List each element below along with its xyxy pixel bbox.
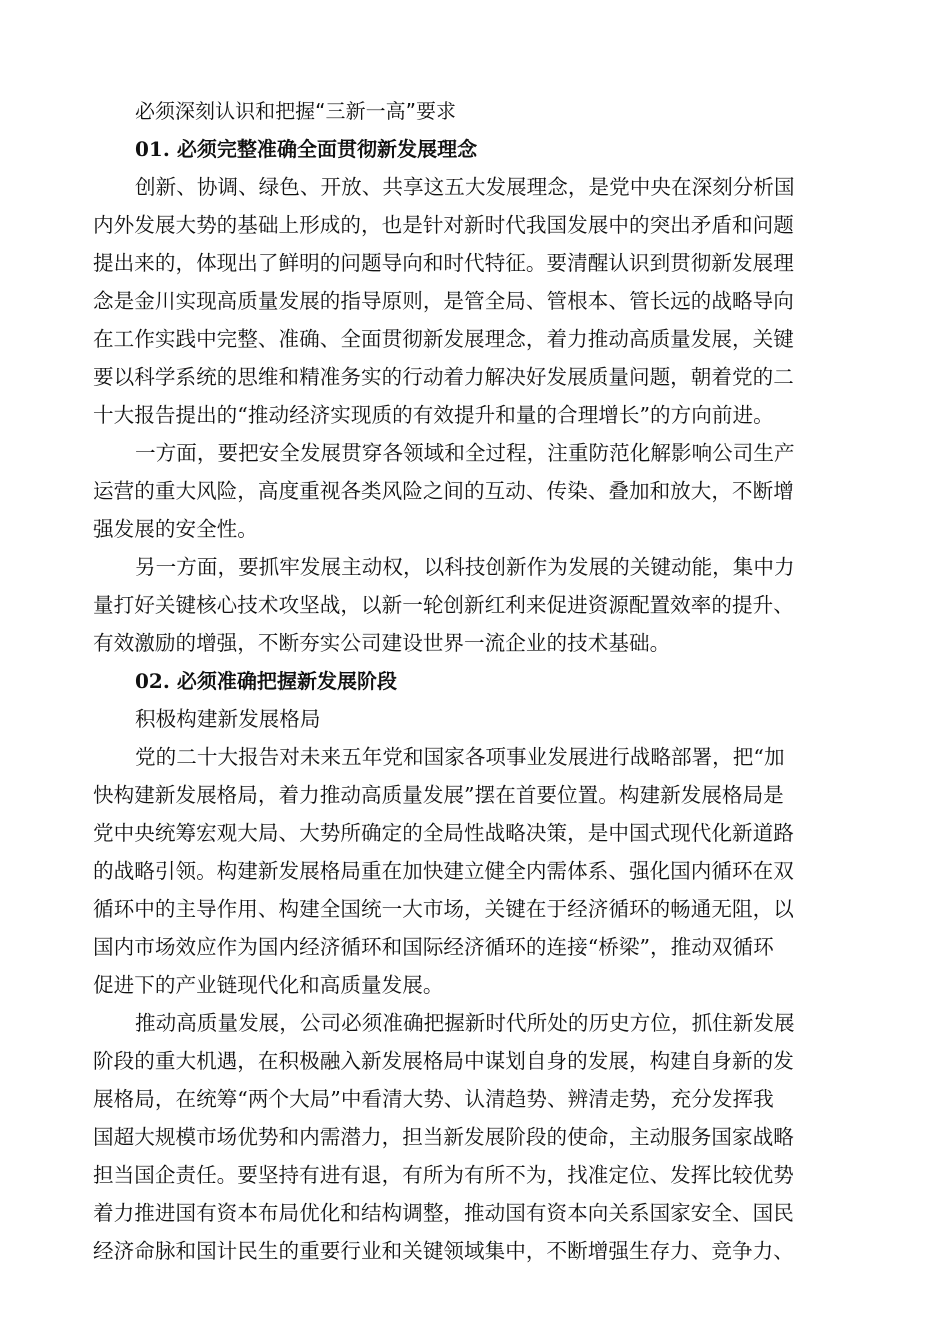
paragraph-line: 快构建新发展格局，着力推动高质量发展”摆在首要位置。构建新发展格局是 — [93, 783, 784, 807]
paragraph-line: 展格局，在统筹“两个大局”中看清大势、认清趋势、辨清走势，充分发挥我 — [93, 1087, 774, 1111]
paragraph-line: 念是金川实现高质量发展的指导原则，是管全局、管根本、管长远的战略导向 — [93, 289, 794, 313]
paragraph-line: 推动高质量发展，公司必须准确把握新时代所处的历史方位，抓住新发展 — [135, 1011, 795, 1035]
paragraph-line: 担当国企责任。要坚持有进有退，有所为有所不为，找准定位、发挥比较优势 — [93, 1163, 794, 1187]
section-2-heading: 02. 必须准确把握新发展阶段 — [135, 669, 398, 693]
paragraph-line: 一方面，要把安全发展贯穿各领域和全过程，注重防范化解影响公司生产 — [135, 441, 795, 465]
paragraph-line: 阶段的重大机遇，在积极融入新发展格局中谋划自身的发展，构建自身新的发 — [93, 1049, 794, 1073]
paragraph-line: 国内市场效应作为国内经济循环和国际经济循环的连接“桥梁”，推动双循环 — [93, 935, 774, 959]
paragraph-line: 提出来的，体现出了鲜明的问题导向和时代特征。要清醒认识到贯彻新发展理 — [93, 251, 794, 275]
paragraph-line: 强发展的安全性。 — [93, 517, 258, 541]
paragraph-line: 创新、协调、绿色、开放、共享这五大发展理念，是党中央在深刻分析国 — [135, 175, 795, 199]
paragraph-line: 有效激励的增强，不断夯实公司建设世界一流企业的技术基础。 — [93, 631, 671, 655]
section-1-heading: 01. 必须完整准确全面贯彻新发展理念 — [135, 137, 478, 161]
paragraph-line: 党的二十大报告对未来五年党和国家各项事业发展进行战略部署，把“加 — [135, 745, 785, 769]
paragraph-line: 党中央统筹宏观大局、大势所确定的全局性战略决策，是中国式现代化新道路 — [93, 821, 794, 845]
paragraph-line: 循环中的主导作用、构建全国统一大市场，关键在于经济循环的畅通无阻，以 — [93, 897, 794, 921]
paragraph-line: 量打好关键核心技术攻坚战，以新一轮创新红利来促进资源配置效率的提升、 — [93, 593, 794, 617]
paragraph-line: 的战略引领。构建新发展格局重在加快建立健全内需体系、强化国内循环在双 — [93, 859, 794, 883]
paragraph-line: 经济命脉和国计民生的重要行业和关键领域集中，不断增强生存力、竞争力、 — [93, 1239, 794, 1263]
paragraph-line: 要以科学系统的思维和精准务实的行动着力解决好发展质量问题，朝着党的二 — [93, 365, 794, 389]
document-title: 必须深刻认识和把握“三新一高”要求 — [135, 99, 457, 123]
paragraph-line: 内外发展大势的基础上形成的，也是针对新时代我国发展中的突出矛盾和问题 — [93, 213, 794, 237]
paragraph-line: 在工作实践中完整、准确、全面贯彻新发展理念，着力推动高质量发展，关键 — [93, 327, 794, 351]
paragraph-line: 十大报告提出的“推动经济实现质的有效提升和量的合理增长”的方向前进。 — [93, 403, 774, 427]
section-2-subheading: 积极构建新发展格局 — [135, 707, 321, 731]
paragraph-line: 着力推进国有资本布局优化和结构调整，推动国有资本向关系国家安全、国民 — [93, 1201, 794, 1225]
paragraph-line: 促进下的产业链现代化和高质量发展。 — [93, 973, 444, 997]
paragraph-line: 另一方面，要抓牢发展主动权，以科技创新作为发展的关键动能，集中力 — [135, 555, 795, 579]
paragraph-line: 国超大规模市场优势和内需潜力，担当新发展阶段的使命，主动服务国家战略 — [93, 1125, 794, 1149]
paragraph-line: 运营的重大风险，高度重视各类风险之间的互动、传染、叠加和放大，不断增 — [93, 479, 794, 503]
